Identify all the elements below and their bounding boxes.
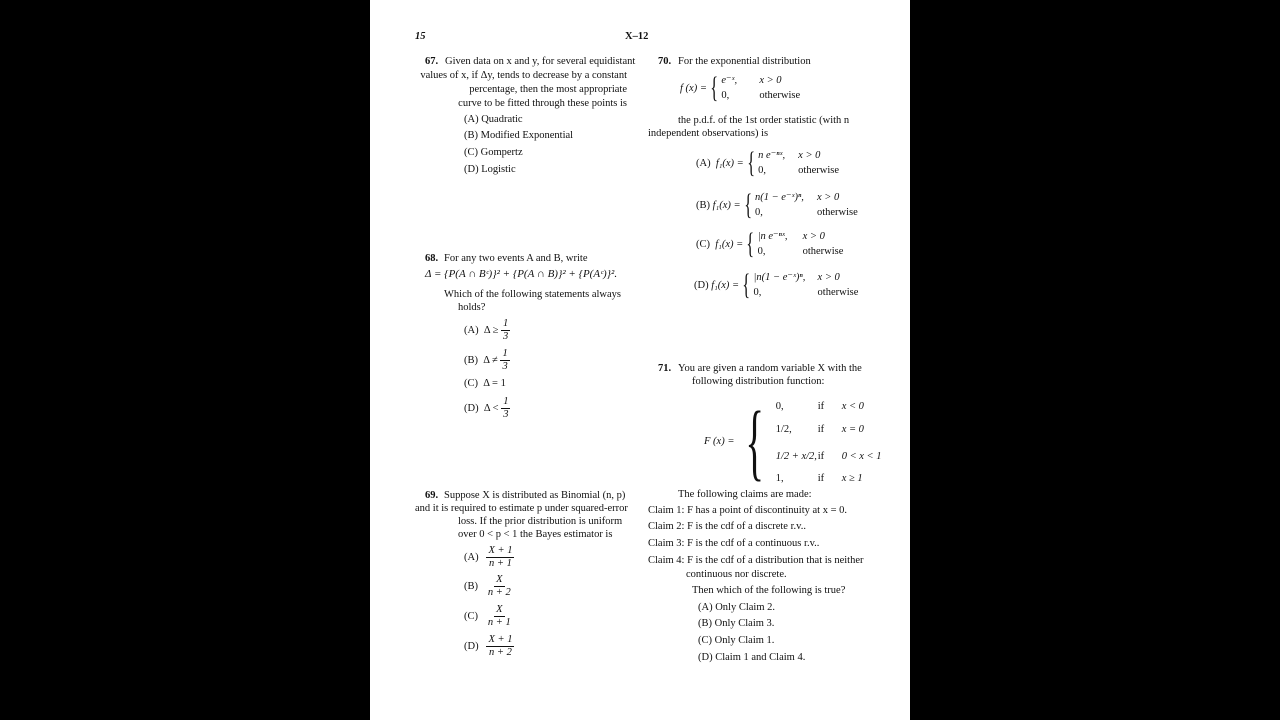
q68-number: 68.	[425, 253, 439, 264]
q67-line-2: values of x, if Δy, tends to decrease by a constant	[420, 70, 627, 81]
q70-option-c[interactable]: (C) f₁(x) = { |n e⁻ⁿˣ, x > 0 0, otherwise	[696, 227, 844, 260]
q69-line-4: over 0 < p < 1 the Bayes estimator is	[458, 529, 613, 540]
q71-claim-2: Claim 2: F is the cdf of a discrete r.v..	[648, 521, 806, 532]
q71-option-a[interactable]: (A) Only Claim 2.	[698, 602, 775, 613]
q67-option-d[interactable]: (D) Logistic	[464, 164, 516, 175]
q71-claim-3: Claim 3: F is the cdf of a continuous r.v..	[648, 538, 820, 549]
q70-option-d[interactable]: (D) f₁(x) = { |n(1 − e⁻ˣ)ⁿ, x > 0 0, otherwise	[694, 268, 859, 301]
q71-claim-4-cont: continuous nor discrete.	[686, 569, 787, 580]
q68-option-b[interactable]: (B) Δ ≠ $\frac{1}{3}$	[464, 348, 508, 372]
q69-number: 69.	[425, 490, 439, 501]
paper-code: X–12	[625, 31, 649, 42]
q71-claim-4: Claim 4: F is the cdf of a distribution that is neither	[648, 555, 864, 566]
page-number: 15	[415, 31, 426, 42]
exam-page	[370, 0, 910, 720]
q67-option-a[interactable]: (A) Quadratic	[464, 114, 523, 125]
q67-line-3: percentage, then the most appropriate	[469, 84, 627, 95]
q70-line-2: the p.d.f. of the 1st order statistic (with n	[678, 115, 850, 126]
q70-option-a[interactable]: (A) f₁(x) = { n e⁻ⁿˣ, x > 0 0, otherwise	[696, 146, 839, 179]
q68-line-2: Which of the following statements always	[444, 289, 621, 300]
q68-line-3: holds?	[458, 302, 486, 313]
q69-option-b[interactable]: (B) $\frac{X}{n + 2}$	[464, 574, 511, 598]
q70-option-b[interactable]: (B) f₁(x) = { n(1 − e⁻ˣ)ⁿ, x > 0 0, otherwise	[696, 188, 858, 221]
q67-option-c[interactable]: (C) Gompertz	[464, 147, 523, 158]
q69-line-3: loss. If the prior distribution is uniform	[458, 516, 623, 527]
q70-line-3: independent observations) is	[648, 128, 769, 139]
q71-claim-1: Claim 1: F has a point of discontinuity at x = 0.	[648, 505, 847, 516]
q71-number: 71.	[658, 363, 672, 374]
q68-option-c[interactable]: (C) Δ = 1	[464, 378, 506, 389]
q67-option-b[interactable]: (B) Modified Exponential	[464, 130, 574, 141]
q68-option-a[interactable]: (A) Δ ≥ $\frac{1}{3}$	[464, 318, 509, 342]
q71-line-1: You are given a random variable X with the	[678, 363, 862, 374]
q70-number: 70.	[658, 56, 672, 67]
q69-line-2: and it is required to estimate p under squared-error	[415, 503, 628, 514]
q67-number: 67.	[425, 56, 439, 67]
q71-line-2: following distribution function:	[692, 376, 825, 387]
q67-line-1: Given data on x and y, for several equidistant	[445, 56, 636, 67]
q68-option-d[interactable]: (D) Δ < $\frac{1}{3}$	[464, 396, 509, 420]
q71-option-b[interactable]: (B) Only Claim 3.	[698, 618, 775, 629]
q68-line-1: For any two events A and B, write	[444, 253, 588, 264]
q69-option-a[interactable]: (A) $\frac{X + 1}{n + 1}$	[464, 545, 513, 569]
q69-line-1: Suppose X is distributed as Binomial (n, p)	[444, 490, 626, 501]
q71-option-d[interactable]: (D) Claim 1 and Claim 4.	[698, 652, 806, 663]
q69-option-c[interactable]: (C) $\frac{X}{n + 1}$	[464, 604, 511, 628]
q67-line-4: curve to be fitted through these points is	[458, 98, 627, 109]
q71-option-c[interactable]: (C) Only Claim 1.	[698, 635, 775, 646]
q71-cdf: F (x) = { 0, if x < 0 1/2, if x = 0 1/2 + x/2, if 0 < x < 1 1, if x ≥ 1	[704, 393, 882, 489]
q70-line-1: For the exponential distribution	[678, 56, 811, 67]
q69-option-d[interactable]: (D) $\frac{X + 1}{n + 2}$	[464, 634, 513, 658]
q71-question: Then which of the following is true?	[692, 585, 846, 596]
q70-pdf: f (x) = { e⁻ˣ, x > 0 0, otherwise	[680, 71, 801, 104]
q68-formula: Δ = {P(A ∩ Bᶜ)}² + {P(A ∩ B)}² + {P(Aᶜ)}².	[425, 268, 618, 280]
q71-claims-intro: The following claims are made:	[678, 489, 812, 500]
